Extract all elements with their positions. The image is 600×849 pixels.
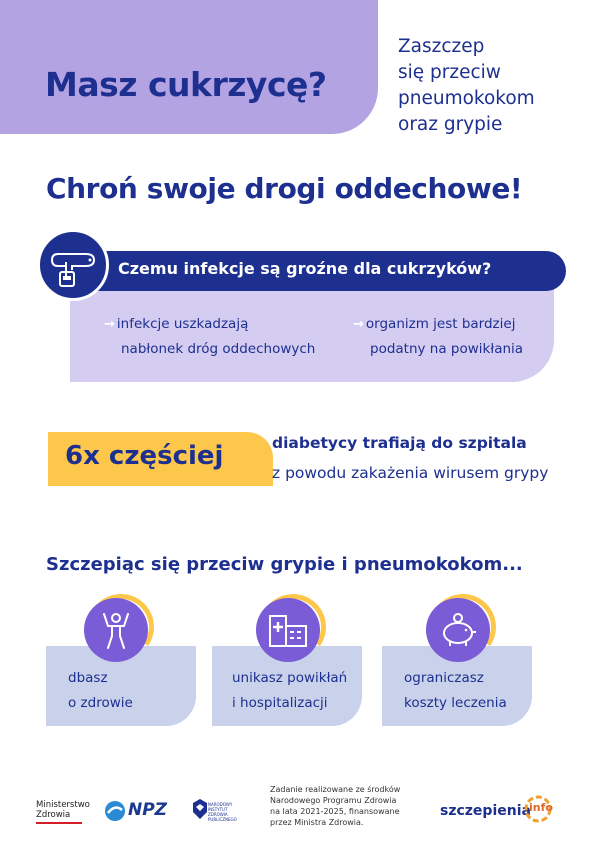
arrow-right-icon: → [104,317,115,332]
main-heading: Chroń swoje drogi oddechowe! [46,172,523,205]
infection-question: Czemu infekcje są groźne dla cukrzyków? [118,259,492,278]
ministry-flag-line [36,822,82,824]
benefit-text-hospital: unikasz powikłań i hospitalizacji [232,670,348,711]
brand-info-text: info [529,801,553,814]
infection-bullet-1: → infekcje uszkadzają nabłonek dróg oddechowych [104,316,316,357]
funding-note: Zadanie realizowane ze środków Narodowego Programu Zdrowia na lata 2021-2025, finansowane przez Ministra Zdrowia. [270,785,401,827]
arrow-right-icon: → [353,317,364,332]
benefit-text-health: dbasz o zdrowie [68,670,133,711]
stat-description-line1: diabetycy trafiają do szpitala [272,434,527,452]
piggy-bank-icon [426,594,500,668]
npz-logo: NPZ [128,800,168,820]
pzh-logo: NARODOWY INSTYTUT ZDROWIA PUBLICZNEGO [208,802,237,822]
pzh-logo-icon [192,798,208,820]
benefit-text-costs: ograniczasz koszty leczenia [404,670,507,711]
header-subtitle: Zaszczep się przeciw pneumokokom oraz grypie [398,36,535,135]
szczepienia-info-logo: szczepienia [440,803,531,819]
healthy-person-icon [84,594,158,668]
stat-value: 6x częściej [65,441,224,471]
page-title: Masz cukrzycę? [45,65,327,104]
infection-bullet-2: → organizm jest bardziej podatny na powikłania [353,316,524,357]
stat-description-line2: z powodu zakażenia wirusem grypy [272,464,549,482]
hospital-icon [256,594,330,668]
npz-logo-icon [104,800,126,822]
ministry-logo: Ministerstwo Zdrowia [36,800,90,820]
section-heading: Szczepiąc się przeciw grypie i pneumokokom... [46,554,523,575]
finger-prick-glucose-icon [37,229,109,301]
